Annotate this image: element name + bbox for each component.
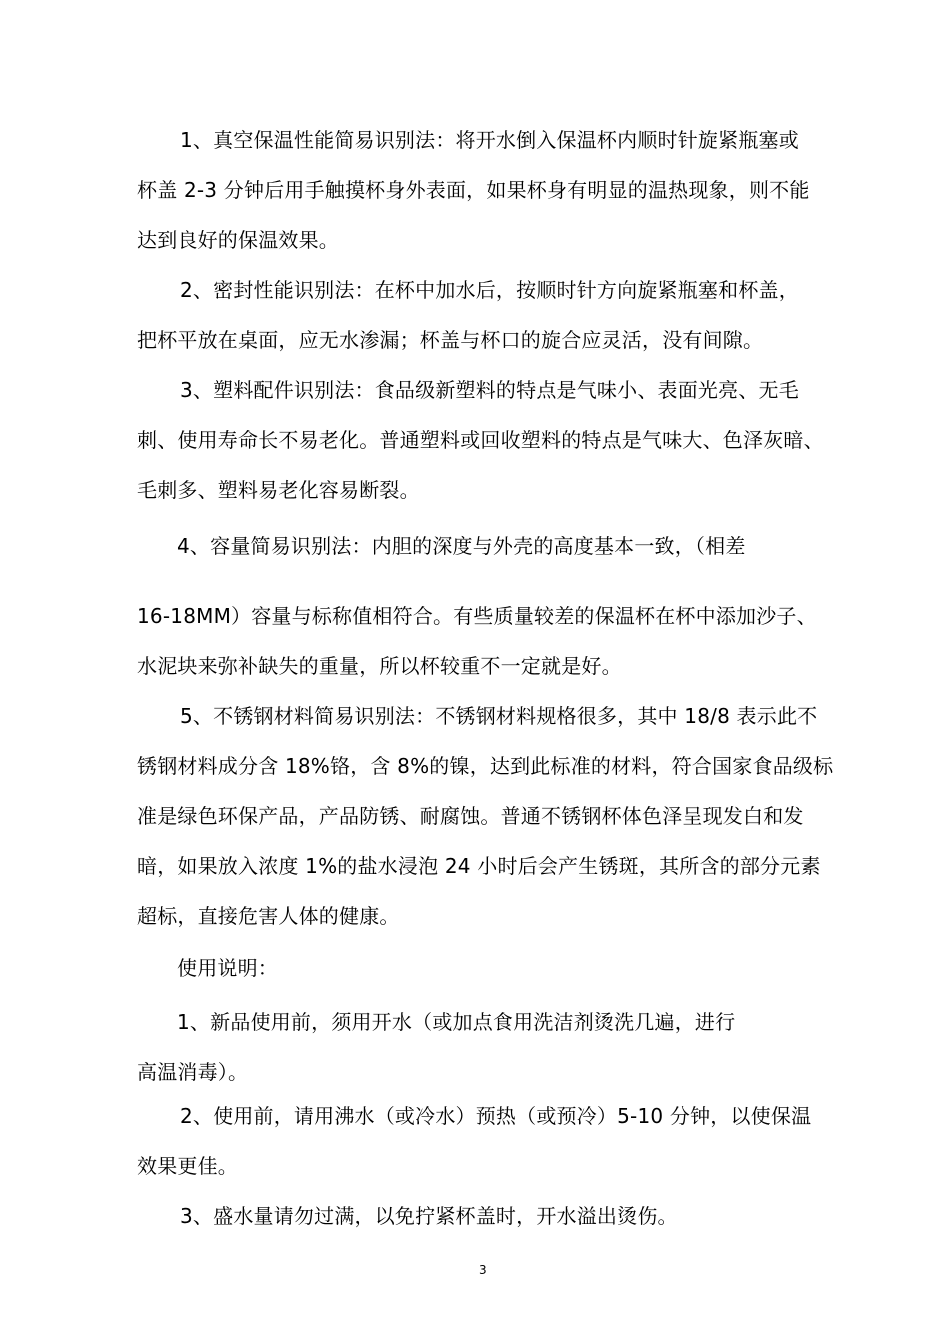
text-line: 1、新品使用前，须用开水（或加点食用洗洁剂烫洗几遍，进行 [177,1010,736,1034]
text-line: 把杯平放在桌面，应无水渗漏；杯盖与杯口的旋合应灵活，没有间隙。 [137,328,764,352]
text-line: 水泥块来弥补缺失的重量，所以杯较重不一定就是好。 [137,654,622,678]
text-line: 毛刺多、塑料易老化容易断裂。 [137,478,420,502]
text-line: 16-18MM）容量与标称值相符合。有些质量较差的保温杯在杯中添加沙子、 [137,604,817,628]
section-heading: 使用说明： [177,956,278,980]
page-number: 3 [479,1263,487,1277]
text-line: 1、真空保温性能简易识别法：将开水倒入保温杯内顺时针旋紧瓶塞或 [180,128,799,152]
text-line: 3、盛水量请勿过满，以免拧紧杯盖时，开水溢出烫伤。 [180,1204,678,1228]
text-line: 2、使用前，请用沸水（或冷水）预热（或预冷）5-10 分钟，以使保温 [180,1104,812,1128]
text-line: 2、密封性能识别法：在杯中加水后，按顺时针方向旋紧瓶塞和杯盖， [180,278,799,302]
text-line: 超标，直接危害人体的健康。 [137,904,400,928]
text-line: 5、不锈钢材料简易识别法：不锈钢材料规格很多，其中 18/8 表示此不 [180,704,818,728]
text-line: 杯盖 2-3 分钟后用手触摸杯身外表面，如果杯身有明显的温热现象，则不能 [137,178,810,202]
text-line: 3、塑料配件识别法：食品级新塑料的特点是气味小、表面光亮、无毛 [180,378,799,402]
text-line: 高温消毒）。 [137,1060,249,1084]
text-line: 刺、使用寿命长不易老化。普通塑料或回收塑料的特点是气味大、色泽灰暗、 [137,428,824,452]
text-line: 达到良好的保温效果。 [137,228,339,252]
text-line: 4、容量简易识别法：内胆的深度与外壳的高度基本一致，（相差 [177,534,746,558]
text-line: 效果更佳。 [137,1154,238,1178]
text-line: 准是绿色环保产品，产品防锈、耐腐蚀。普通不锈钢杯体色泽呈现发白和发 [137,804,804,828]
text-line: 锈钢材料成分含 18%铬，含 8%的镍，达到此标准的材料，符合国家食品级标 [137,754,834,778]
text-line: 暗，如果放入浓度 1%的盐水浸泡 24 小时后会产生锈斑，其所含的部分元素 [137,854,821,878]
